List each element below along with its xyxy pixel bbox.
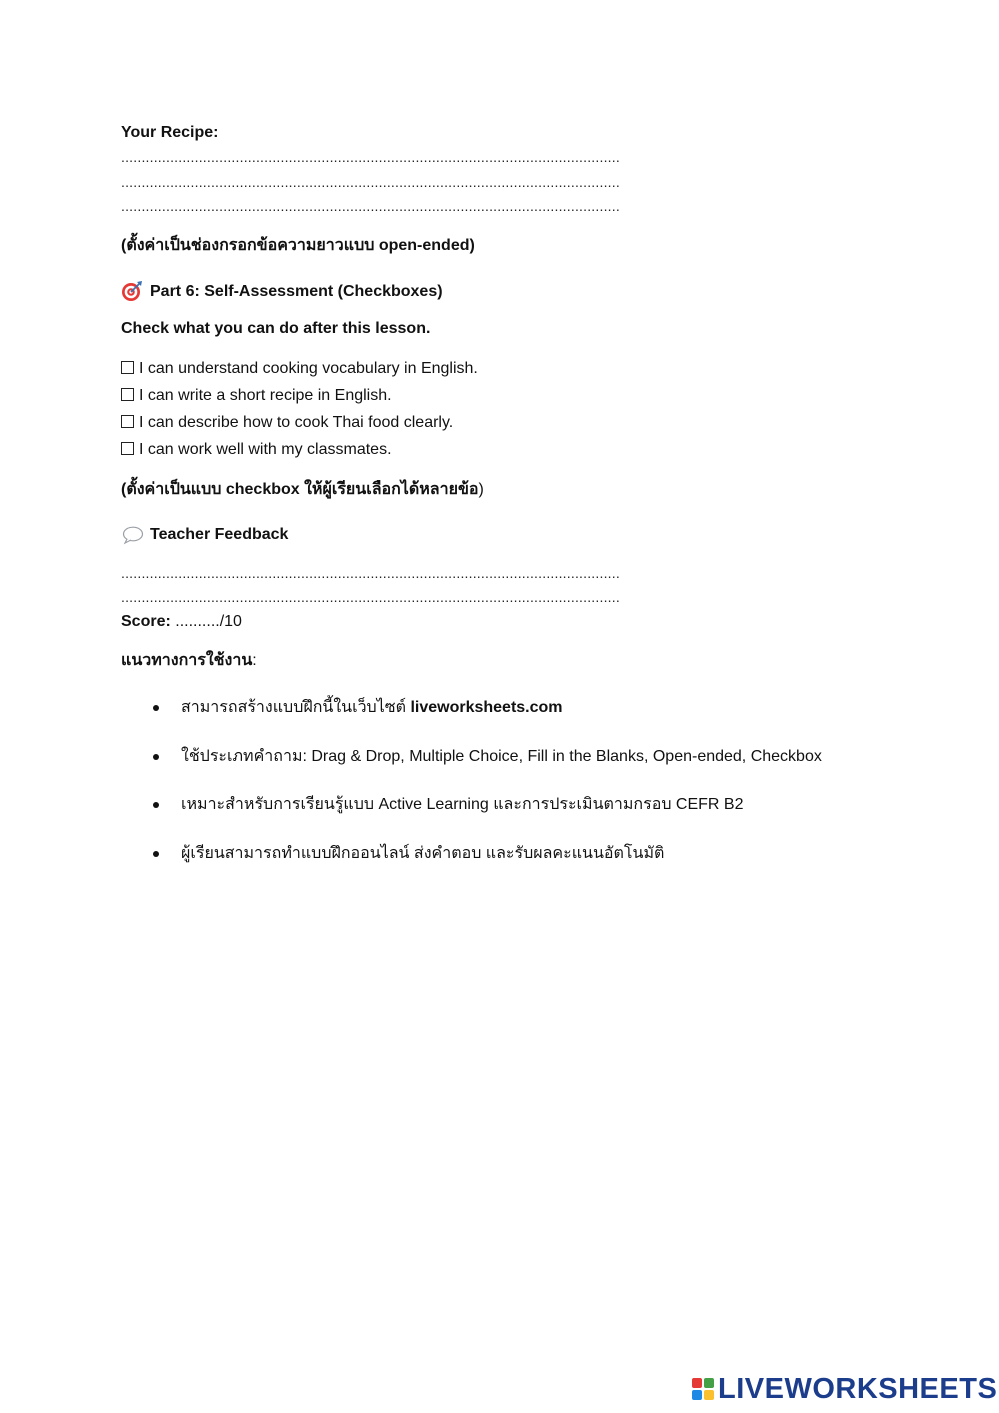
feedback-title: Teacher Feedback (150, 526, 289, 543)
score-line (121, 612, 242, 632)
guidelines-heading-text: แนวทางการใช้งาน (121, 652, 253, 669)
guidelines-heading-colon: : (252, 652, 257, 669)
guideline-text: เหมาะสำหรับการเรียนรู้แบบ Active Learning และการประเมินตามกรอบ CEFR B2 (181, 796, 744, 813)
recipe-answer-line[interactable]: .......................................................................................................................... (121, 149, 620, 165)
guideline-item (181, 698, 563, 718)
self-assessment-item[interactable] (121, 440, 392, 460)
direct-hit-target-icon (121, 280, 143, 302)
recipe-setting-note: (ตั้งค่าเป็นช่องกรอกข้อความยาวแบบ open-ended) (121, 237, 475, 254)
guideline-item (181, 795, 743, 815)
checkbox[interactable] (121, 361, 134, 374)
part6-instruction: Check what you can do after this lesson. (121, 320, 431, 337)
guideline-item (181, 844, 664, 864)
guideline-text: ผู้เรียนสามารถทำแบบฝึกออนไลน์ ส่งคำตอบ และรับผลคะแนนอัตโนมัติ (181, 845, 665, 862)
feedback-line[interactable]: .......................................................................................................................... (121, 589, 620, 605)
liveworksheets-logo-mark-icon (692, 1378, 714, 1400)
part6-title: Part 6: Self-Assessment (Checkboxes) (150, 283, 443, 300)
checkbox-label: I can work well with my classmates. (139, 441, 392, 458)
score-value[interactable]: ........../10 (175, 613, 242, 630)
recipe-answer-line[interactable]: .......................................................................................................................... (121, 174, 620, 190)
feedback-line[interactable]: .......................................................................................................................... (121, 565, 620, 581)
liveworksheets-logo-text: LIVEWORKSHEETS (718, 1372, 998, 1405)
checkbox[interactable] (121, 388, 134, 401)
score-label: Score: (121, 613, 171, 630)
liveworksheets-logo (692, 1374, 997, 1404)
guideline-text: สามารถสร้างแบบฝึกนี้ในเว็บไซต์ (181, 699, 411, 716)
speech-balloon-icon (122, 525, 144, 545)
checkbox[interactable] (121, 442, 134, 455)
checkbox-label: I can understand cooking vocabulary in English. (139, 360, 478, 377)
guidelines-heading (121, 651, 257, 671)
bullet-icon (153, 754, 159, 760)
bullet-icon (153, 705, 159, 711)
checkbox-setting-note (121, 480, 484, 500)
guideline-text: ใช้ประเภทคำถาม: Drag & Drop, Multiple Choice, Fill in the Blanks, Open-ended, Checkbox (181, 748, 822, 765)
checkbox-label: I can describe how to cook Thai food clearly. (139, 414, 454, 431)
recipe-label: Your Recipe: (121, 124, 219, 141)
checkbox-setting-note-text: (ตั้งค่าเป็นแบบ checkbox ให้ผู้เรียนเลือกได้หลายข้อ (121, 481, 479, 498)
bullet-icon (153, 851, 159, 857)
self-assessment-item[interactable] (121, 359, 478, 379)
checkbox-label: I can write a short recipe in English. (139, 387, 392, 404)
guideline-item (181, 747, 822, 767)
recipe-answer-line[interactable]: .......................................................................................................................... (121, 198, 620, 214)
self-assessment-item[interactable] (121, 386, 392, 406)
guideline-link: liveworksheets.com (410, 699, 563, 716)
checkbox-setting-note-end: ) (478, 481, 484, 498)
checkbox[interactable] (121, 415, 134, 428)
self-assessment-item[interactable] (121, 413, 453, 433)
bullet-icon (153, 802, 159, 808)
